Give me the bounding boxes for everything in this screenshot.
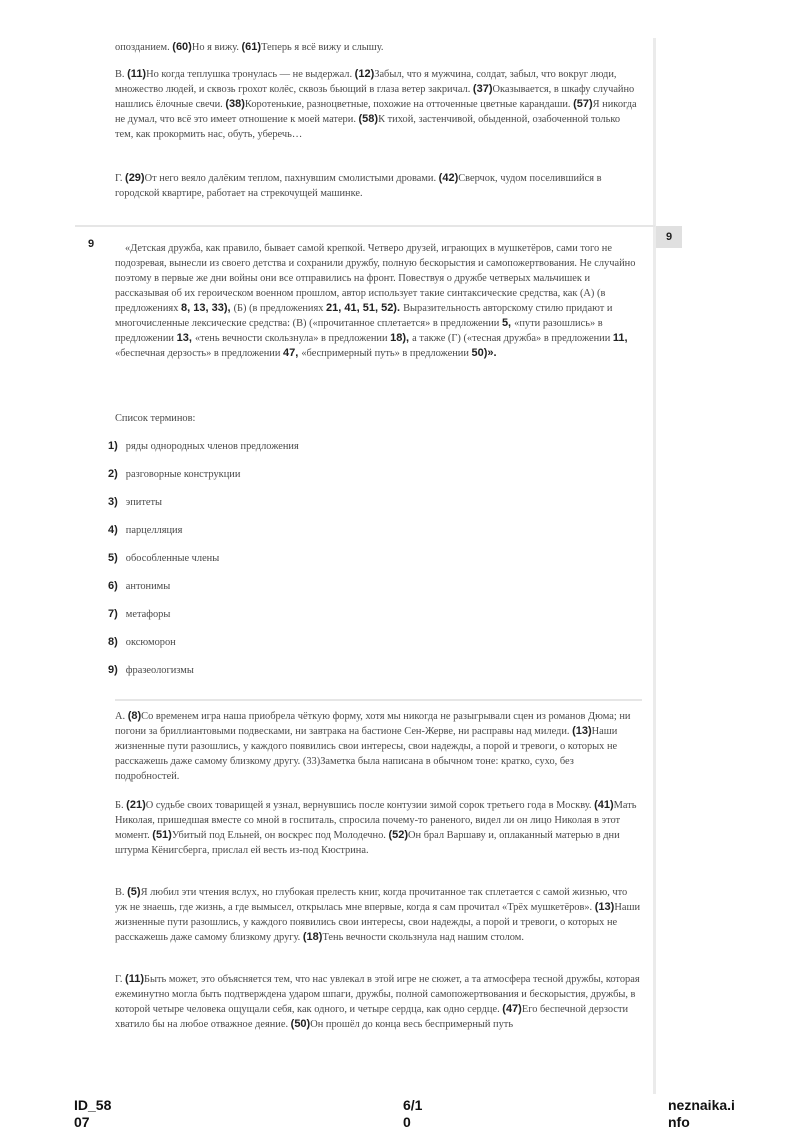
answer-fragment-b bbox=[115, 798, 640, 858]
sentence-number: (11) bbox=[125, 973, 144, 985]
term-label: обособленные члены bbox=[125, 553, 220, 564]
footer-line: 0 bbox=[403, 1114, 411, 1130]
term-label: фразеологизмы bbox=[125, 665, 194, 676]
term-item bbox=[108, 608, 170, 620]
text: «тень вечности скользнула» в предложении bbox=[194, 333, 391, 344]
text: Тень вечности скользнула над нашим столом. bbox=[322, 932, 524, 943]
sentence-number: (41) bbox=[594, 799, 614, 811]
sentence-number: (60) bbox=[172, 41, 192, 53]
text: «беспечная дерзость» в предложении bbox=[115, 348, 283, 359]
text: Его беспечной дерзости хватило бы на любое отважное деяние. bbox=[115, 1004, 629, 1030]
text: «пути разошлись» в предложении bbox=[115, 318, 603, 344]
footer-line: ID_58 bbox=[74, 1097, 112, 1113]
text: Быть может, это объясняется тем, что нас увлекал в этой игре не сюжет, а та атмосфера тесной дружбы, которая ежеминутно могла быть подтверждена ударом шпаги, дружбы, полной самопожертвования и бескорыстия, дружбы, в которой четыре человека ощущали себя, как одного, и четыре сердца, как одно сердце. bbox=[115, 974, 640, 1015]
footer-line: 6/1 bbox=[403, 1097, 423, 1113]
text: Наши жизненные пути разошлись, у каждого появились свои интересы, свои надежды, а порой и тревоги, о которых не расскажешь даже самому близкому другу. bbox=[115, 902, 641, 943]
term-number: 8) bbox=[108, 636, 118, 648]
sentence-numbers: 13, bbox=[176, 332, 195, 344]
answer-fragment-g bbox=[115, 972, 640, 1032]
text: Выразительность авторскому стилю придают и многочисленные лексические средства: (В) («прочитанное сплетается» в предложении bbox=[115, 303, 613, 329]
text: Но я вижу. bbox=[191, 42, 242, 53]
term-item bbox=[108, 636, 176, 648]
sentence-number: (37) bbox=[472, 83, 493, 95]
term-item bbox=[108, 552, 219, 564]
term-label: эпитеты bbox=[125, 497, 163, 508]
text: Наши жизненные пути разошлись, у каждого появились свои интересы, свои надежды, а порой и тревоги, о которых не расскажешь даже самому близкому другу. bbox=[115, 726, 618, 767]
text: О судьбе своих товарищей я узнал, вернувшись после контузии зимой сорок третьего года в Москву. bbox=[145, 800, 595, 811]
term-label: антонимы bbox=[125, 581, 171, 592]
sentence-number: (52) bbox=[388, 829, 409, 841]
question-badge: 9 bbox=[656, 226, 682, 248]
sentence-number: (18) bbox=[302, 931, 323, 943]
section-divider bbox=[75, 225, 655, 227]
text: Со временем игра наша приобрела чёткую форму, хотя мы никогда не разыгрывали сцен из романов Дюма; ни погони за бриллиантовыми подвесками, ни завтрака на бастионе Сен-Жерве, ни расправы над миледи. bbox=[115, 711, 631, 737]
text: Забыл, что я мужчина, солдат, забыл, что вокруг люди, множество людей, и сквозь грохот колёс, сквозь бьющий в глаза ветер закричал. bbox=[115, 69, 617, 95]
sentence-number: (8) bbox=[127, 710, 142, 722]
sentence-number: (38) bbox=[225, 98, 245, 110]
sentence-number: (5) bbox=[127, 886, 141, 898]
term-item bbox=[108, 524, 182, 536]
text: Оказывается, в шкафу случайно нашлись ёлочные свечи. bbox=[115, 84, 635, 110]
option-letter: А. bbox=[115, 711, 128, 722]
footer-line: 07 bbox=[74, 1114, 90, 1130]
term-label: разговорные конструкции bbox=[125, 469, 241, 480]
sentence-number: (57) bbox=[573, 98, 593, 110]
fragment-option-v bbox=[115, 67, 640, 142]
text: Он прошёл до конца весь беспримерный путь bbox=[310, 1019, 514, 1030]
term-number: 2) bbox=[108, 468, 118, 480]
sentence-number: (42) bbox=[438, 172, 459, 184]
term-number: 1) bbox=[108, 440, 118, 452]
sentence-number: (47) bbox=[502, 1003, 522, 1015]
question-number: 9 bbox=[88, 238, 95, 250]
text: Сверчок, чудом поселившийся в городской квартире, работает на стрекочущей машинке. bbox=[115, 173, 602, 199]
sentence-numbers: 21, 41, 51, 52). bbox=[326, 302, 404, 314]
term-label: парцелляция bbox=[125, 525, 183, 536]
sentence-number: (50) bbox=[290, 1018, 311, 1030]
sentence-numbers: 47, bbox=[283, 347, 302, 359]
text: Я никогда не думал, что всё это имеет отношение к моей матери. bbox=[115, 99, 637, 125]
term-item bbox=[108, 496, 162, 508]
text: «Детская дружба, как правило, бывает самой крепкой. Четверо друзей, играющих в мушкетёров, сами того не подозревая, вынесли из своего детства и сохранили дружбу, полную бескорыстия и самопожертвования. Не случайно поэтому в первые же дни войны они все отправились на фронт. Повествуя о дружбе четверых мальчишек и рассказывая об их героическом военном прошлом, автор использует такие синтаксические средства, как (А) (в предложениях bbox=[115, 243, 636, 314]
top-fragment-continuation bbox=[115, 40, 640, 55]
text: (Б) (в предложениях bbox=[233, 303, 327, 314]
answer-fragment-v bbox=[115, 885, 640, 945]
text: Заметка была написана в обычном тоне: кратко, сухо, без подробностей. bbox=[115, 756, 574, 782]
sentence-numbers: 8, 13, 33), bbox=[181, 302, 234, 314]
option-letter: В. bbox=[115, 887, 128, 898]
term-number: 5) bbox=[108, 552, 118, 564]
option-letter: Б. bbox=[115, 800, 127, 811]
sentence-number: (12) bbox=[354, 68, 375, 80]
term-number: 6) bbox=[108, 580, 118, 592]
sentence-numbers: 50)». bbox=[471, 347, 497, 359]
text: К тихой, застенчивой, обыденной, озабоченной только тем, как прокормить нас, обуть, уберечь… bbox=[115, 114, 621, 140]
text: Убитый под Ельней, он воскрес под Молодечно. bbox=[171, 830, 389, 841]
text: «беспримерный путь» в предложении bbox=[301, 348, 472, 359]
question-text bbox=[115, 241, 640, 361]
sentence-numbers: 11, bbox=[612, 332, 628, 344]
footer-line: neznaika.i bbox=[668, 1097, 735, 1113]
sentence-number: (21) bbox=[126, 799, 146, 811]
footer-page-number bbox=[403, 1097, 422, 1131]
term-label: оксюморон bbox=[125, 637, 176, 648]
term-item bbox=[108, 440, 299, 452]
option-letter: Г. bbox=[115, 173, 126, 184]
sentence-number: (51) bbox=[152, 829, 172, 841]
term-label: метафоры bbox=[125, 609, 171, 620]
sentence-number: (13) bbox=[572, 725, 592, 737]
term-item bbox=[108, 468, 240, 480]
text: Теперь я всё вижу и слышу. bbox=[261, 42, 384, 53]
sentence-numbers: 18), bbox=[390, 332, 413, 344]
term-item bbox=[108, 580, 170, 592]
term-number: 4) bbox=[108, 524, 118, 536]
answers-divider bbox=[115, 699, 642, 701]
option-letter: В. bbox=[115, 69, 128, 80]
page-margin-divider bbox=[653, 38, 656, 1094]
text: опозданием. bbox=[115, 42, 173, 53]
term-number: 9) bbox=[108, 664, 118, 676]
footer-site bbox=[668, 1097, 735, 1131]
text: От него веяло далёким теплом, пахнувшим смолистыми дровами. bbox=[144, 173, 439, 184]
term-item bbox=[108, 664, 194, 676]
sentence-number: (33) bbox=[302, 756, 321, 767]
sentence-numbers: 5, bbox=[501, 317, 515, 329]
text: Но когда теплушка тронулась — не выдержал. bbox=[146, 69, 355, 80]
term-number: 7) bbox=[108, 608, 118, 620]
sentence-number: (13) bbox=[594, 901, 615, 913]
text: а также (Г) («тесная дружба» в предложении bbox=[412, 333, 613, 344]
option-letter: Г. bbox=[115, 974, 126, 985]
sentence-number: (61) bbox=[241, 41, 262, 53]
fragment-option-g bbox=[115, 171, 640, 201]
text: Мать Николая, пришедшая вместе со мной в госпиталь, спросила почему-то раненого, видел ли он лицо Николая в этот момент. bbox=[115, 800, 637, 841]
fragment-line bbox=[115, 40, 640, 55]
terms-title: Список терминов: bbox=[115, 413, 196, 424]
footer-doc-id bbox=[74, 1097, 111, 1131]
sentence-number: (29) bbox=[125, 172, 145, 184]
text: Я любил эти чтения вслух, но глубокая прелесть книг, когда прочитанное так сплетается с самой жизнью, что уж не знаешь, где жизнь, а где вымысел, открылась мне впервые, когда я сам прочитал «Трёх мушкетёров». bbox=[115, 887, 628, 913]
sentence-number: (58) bbox=[358, 113, 379, 125]
term-number: 3) bbox=[108, 496, 118, 508]
sentence-number: (11) bbox=[127, 68, 147, 80]
text: Он брал Варшаву и, оплаканный матерью в дни штурма Кёнигсберга, прислал ей весть из-под Кюстрина. bbox=[115, 830, 620, 856]
term-label: ряды однородных членов предложения bbox=[125, 441, 299, 452]
footer-line: nfo bbox=[668, 1114, 690, 1130]
answer-fragment-a bbox=[115, 709, 640, 784]
text: Коротенькие, разноцветные, похожие на отточенные цветные карандаши. bbox=[244, 99, 574, 110]
